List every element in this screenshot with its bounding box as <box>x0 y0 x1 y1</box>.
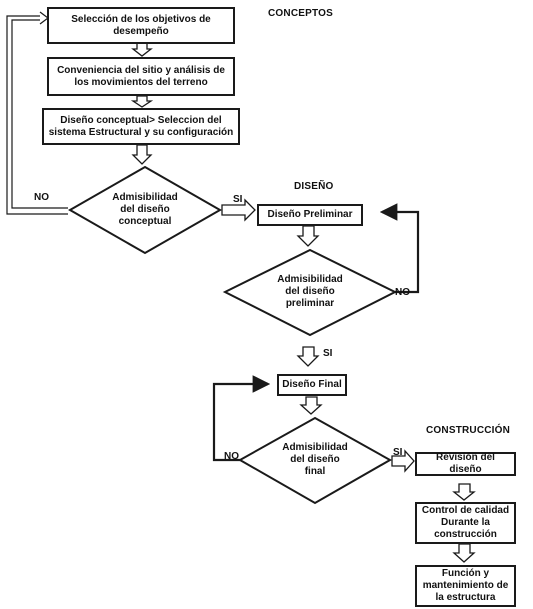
box-control: Control de calidad Durante la construcción <box>415 502 516 544</box>
box-objetivos: Selección de los objetivos de desempeño <box>47 7 235 44</box>
section-title-construccion: CONSTRUCCIÓN <box>426 425 511 436</box>
section-title-conceptos: CONCEPTOS <box>268 8 333 19</box>
no-loop-preliminar <box>382 212 418 292</box>
box-conveniencia: Conveniencia del sitio y análisis de los movimientos del terreno <box>47 57 235 96</box>
box-revision: Revisión del diseño <box>415 452 516 476</box>
decision-text-conceptual: Admisibilidad del diseño conceptual <box>112 192 178 227</box>
box-conceptual: Diseño conceptual> Seleccion del sistema Estructural y su configuración <box>42 108 240 145</box>
box-preliminar: Diseño Preliminar <box>257 204 363 226</box>
decision-text-preliminar: Admisibilidad del diseño preliminar <box>277 274 343 309</box>
label-no-final: NO <box>224 451 239 462</box>
label-si-final: SI <box>393 447 403 458</box>
box-funcion: Función y mantenimiento de la estructura <box>415 565 516 607</box>
label-no-conceptual: NO <box>34 192 49 203</box>
decision-text-final: Admisibilidad del diseño final <box>282 442 348 477</box>
label-si-conceptual: SI <box>233 194 243 205</box>
label-si-preliminar: SI <box>323 348 333 359</box>
section-title-diseno: DISEÑO <box>294 181 334 192</box>
label-no-preliminar: NO <box>395 287 410 298</box>
box-final: Diseño Final <box>277 374 347 396</box>
